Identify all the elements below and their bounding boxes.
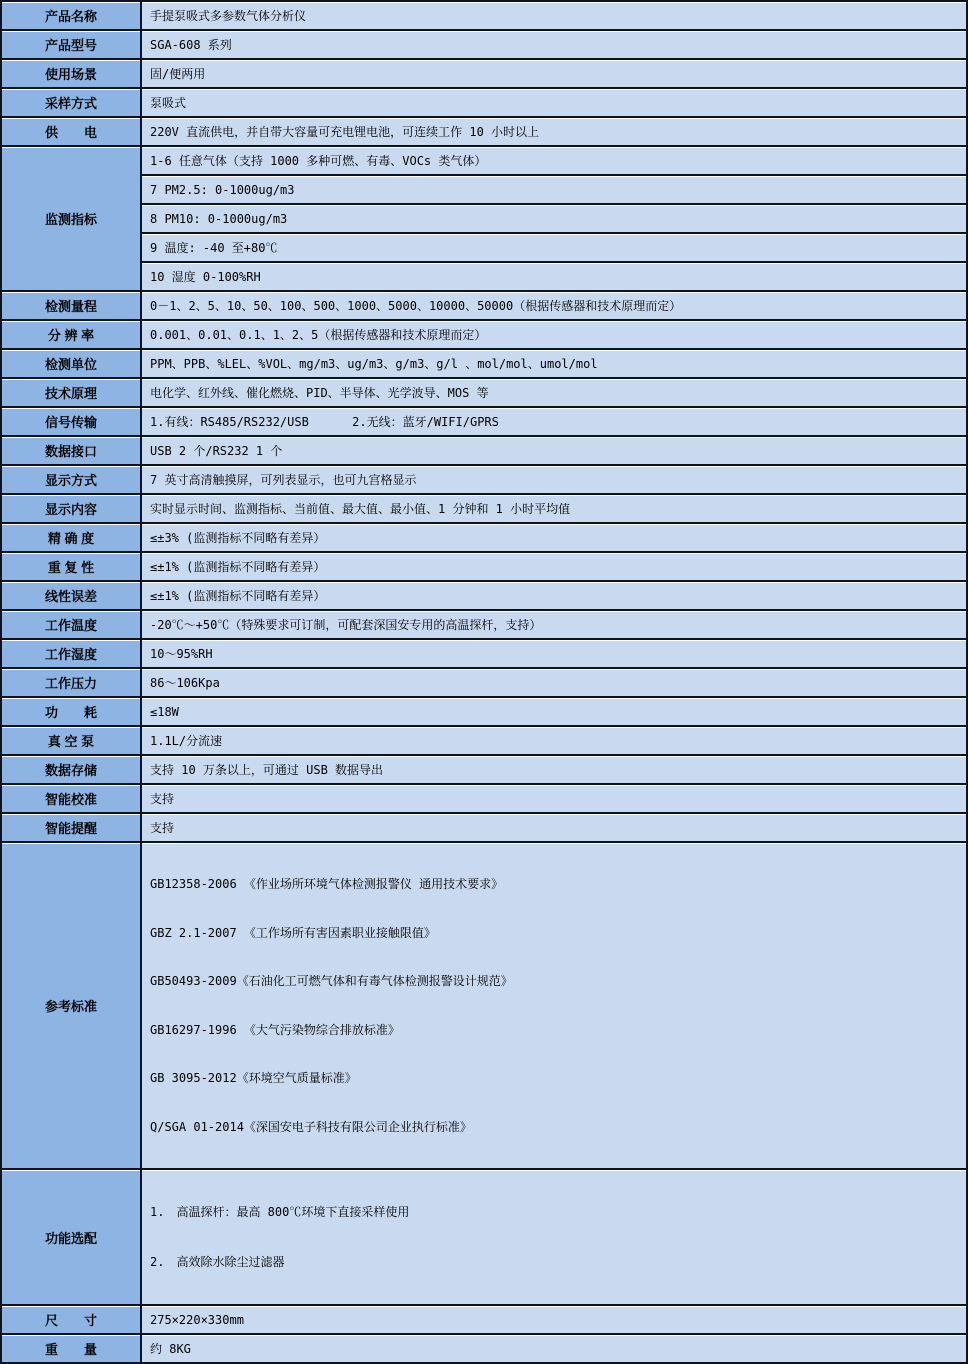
value-power-consumption: ≤18W: [140, 696, 966, 725]
table-row: [2, 667, 966, 696]
table-row: [2, 116, 966, 145]
label-product-model: 产品型号: [2, 29, 140, 58]
table-row: [2, 319, 966, 348]
table-row: [2, 145, 966, 174]
standard-line-2: GBZ 2.1-2007 《工作场所有害因素职业接触限值》: [150, 925, 436, 940]
standard-line-6: Q/SGA 01-2014《深国安电子科技有限公司企业执行标准》: [150, 1119, 472, 1134]
table-row: [2, 290, 966, 319]
label-reference-standards: 参考标准: [2, 841, 140, 1168]
table-row: [2, 87, 966, 116]
value-power-supply: 220V 直流供电，并自带大容量可充电锂电池，可连续工作 10 小时以上: [140, 116, 966, 145]
value-optional-features: [140, 1168, 966, 1304]
table-row: [2, 783, 966, 812]
table-row: [2, 1168, 966, 1304]
value-monitor-item-4: 9 温度: -40 至+80℃: [140, 232, 966, 261]
label-product-name: 产品名称: [2, 2, 140, 29]
standard-line-4: GB16297-1996 《大气污染物综合排放标准》: [150, 1022, 400, 1037]
value-vacuum-pump: 1.1L/分流速: [140, 725, 966, 754]
value-data-storage: 支持 10 万条以上，可通过 USB 数据导出: [140, 754, 966, 783]
table-row: [2, 261, 966, 290]
table-row: [2, 725, 966, 754]
label-detection-range: 检测量程: [2, 290, 140, 319]
value-display-content: 实时显示时间、监测指标、当前值、最大值、最小值、1 分钟和 1 小时平均值: [140, 493, 966, 522]
value-accuracy: ≤±3% (监测指标不同略有差异）: [140, 522, 966, 551]
value-resolution: 0.001、0.01、0.1、1、2、5（根据传感器和技术原理而定）: [140, 319, 966, 348]
standard-line-1: GB12358-2006 《作业场所环境气体检测报警仪 通用技术要求》: [150, 877, 504, 891]
label-signal-transmission: 信号传输: [2, 406, 140, 435]
value-detection-unit: PPM、PPB、%LEL、%VOL、mg/m3、ug/m3、g/m3、g/l 、mol/mol、umol/mol: [140, 348, 966, 377]
label-power-consumption: 功 耗: [2, 696, 140, 725]
table-row: [2, 58, 966, 87]
label-optional-features: 功能选配: [2, 1168, 140, 1304]
table-row: [2, 377, 966, 406]
table-row: [2, 754, 966, 783]
table-row: [2, 29, 966, 58]
table-row: [2, 493, 966, 522]
value-technical-principle: 电化学、红外线、催化燃烧、PID、半导体、光学波导、MOS 等: [140, 377, 966, 406]
value-usage-scenario: 固/便两用: [140, 58, 966, 87]
table-row: [2, 203, 966, 232]
value-display-mode: 7 英寸高清触摸屏，可列表显示，也可九宫格显示: [140, 464, 966, 493]
label-usage-scenario: 使用场景: [2, 58, 140, 87]
table-row: [2, 1304, 966, 1333]
label-weight: 重 量: [2, 1333, 140, 1362]
option-line-1: 1. 高温探杆：最高 800℃环境下直接采样使用: [150, 1205, 410, 1219]
value-data-interface: USB 2 个/RS232 1 个: [140, 435, 966, 464]
value-dimensions: 275×220×330mm: [140, 1304, 966, 1333]
label-working-temperature: 工作温度: [2, 609, 140, 638]
table-row: [2, 435, 966, 464]
table-row: [2, 522, 966, 551]
label-accuracy: 精 确 度: [2, 522, 140, 551]
table-row: [2, 348, 966, 377]
value-reference-standards: [140, 841, 966, 1168]
label-technical-principle: 技术原理: [2, 377, 140, 406]
value-smart-reminder: 支持: [140, 812, 966, 841]
table-row: [2, 609, 966, 638]
label-working-pressure: 工作压力: [2, 667, 140, 696]
label-repeatability: 重 复 性: [2, 551, 140, 580]
table-row: [2, 812, 966, 841]
table-row: [2, 841, 966, 1168]
label-data-storage: 数据存储: [2, 754, 140, 783]
label-dimensions: 尺 寸: [2, 1304, 140, 1333]
value-detection-range: 0－1、2、5、10、50、100、500、1000、5000、10000、50000（根据传感器和技术原理而定）: [140, 290, 966, 319]
value-repeatability: ≤±1% (监测指标不同略有差异）: [140, 551, 966, 580]
value-monitor-item-2: 7 PM2.5: 0-1000ug/m3: [140, 174, 966, 203]
label-vacuum-pump: 真 空 泵: [2, 725, 140, 754]
label-smart-calibration: 智能校准: [2, 783, 140, 812]
label-power-supply: 供 电: [2, 116, 140, 145]
value-working-pressure: 86～106Kpa: [140, 667, 966, 696]
value-smart-calibration: 支持: [140, 783, 966, 812]
table-row: [2, 2, 966, 29]
table-row: [2, 464, 966, 493]
table-row: [2, 174, 966, 203]
value-monitor-item-5: 10 湿度 0-100%RH: [140, 261, 966, 290]
value-product-model: SGA-608 系列: [140, 29, 966, 58]
table-row: [2, 232, 966, 261]
table-row: [2, 580, 966, 609]
label-data-interface: 数据接口: [2, 435, 140, 464]
value-working-humidity: 10～95%RH: [140, 638, 966, 667]
value-working-temperature: -20℃～+50℃（特殊要求可订制，可配套深国安专用的高温探杆，支持）: [140, 609, 966, 638]
value-sampling-method: 泵吸式: [140, 87, 966, 116]
table-row: [2, 1333, 966, 1362]
value-monitor-item-3: 8 PM10: 0-1000ug/m3: [140, 203, 966, 232]
option-line-2: 2. 高效除水除尘过滤器: [150, 1255, 285, 1269]
label-monitoring-indicators: 监测指标: [2, 145, 140, 290]
table-row: [2, 696, 966, 725]
label-resolution: 分 辨 率: [2, 319, 140, 348]
label-display-mode: 显示方式: [2, 464, 140, 493]
value-signal-transmission: 1.有线：RS485/RS232/USB 2.无线：蓝牙/WIFI/GPRS: [140, 406, 966, 435]
table-row: [2, 406, 966, 435]
standard-line-3: GB50493-2009《石油化工可燃气体和有毒气体检测报警设计规范》: [150, 974, 513, 988]
label-detection-unit: 检测单位: [2, 348, 140, 377]
label-sampling-method: 采样方式: [2, 87, 140, 116]
table-row: [2, 551, 966, 580]
value-monitor-item-1: 1-6 任意气体（支持 1000 多种可燃、有毒、VOCs 类气体）: [140, 145, 966, 174]
label-smart-reminder: 智能提醒: [2, 812, 140, 841]
label-display-content: 显示内容: [2, 493, 140, 522]
label-linearity-error: 线性误差: [2, 580, 140, 609]
table-row: [2, 638, 966, 667]
value-weight: 约 8KG: [140, 1333, 966, 1362]
value-linearity-error: ≤±1% (监测指标不同略有差异）: [140, 580, 966, 609]
value-product-name: 手提泵吸式多参数气体分析仪: [140, 2, 966, 29]
standard-line-5: GB 3095-2012《环境空气质量标准》: [150, 1071, 357, 1085]
label-working-humidity: 工作湿度: [2, 638, 140, 667]
